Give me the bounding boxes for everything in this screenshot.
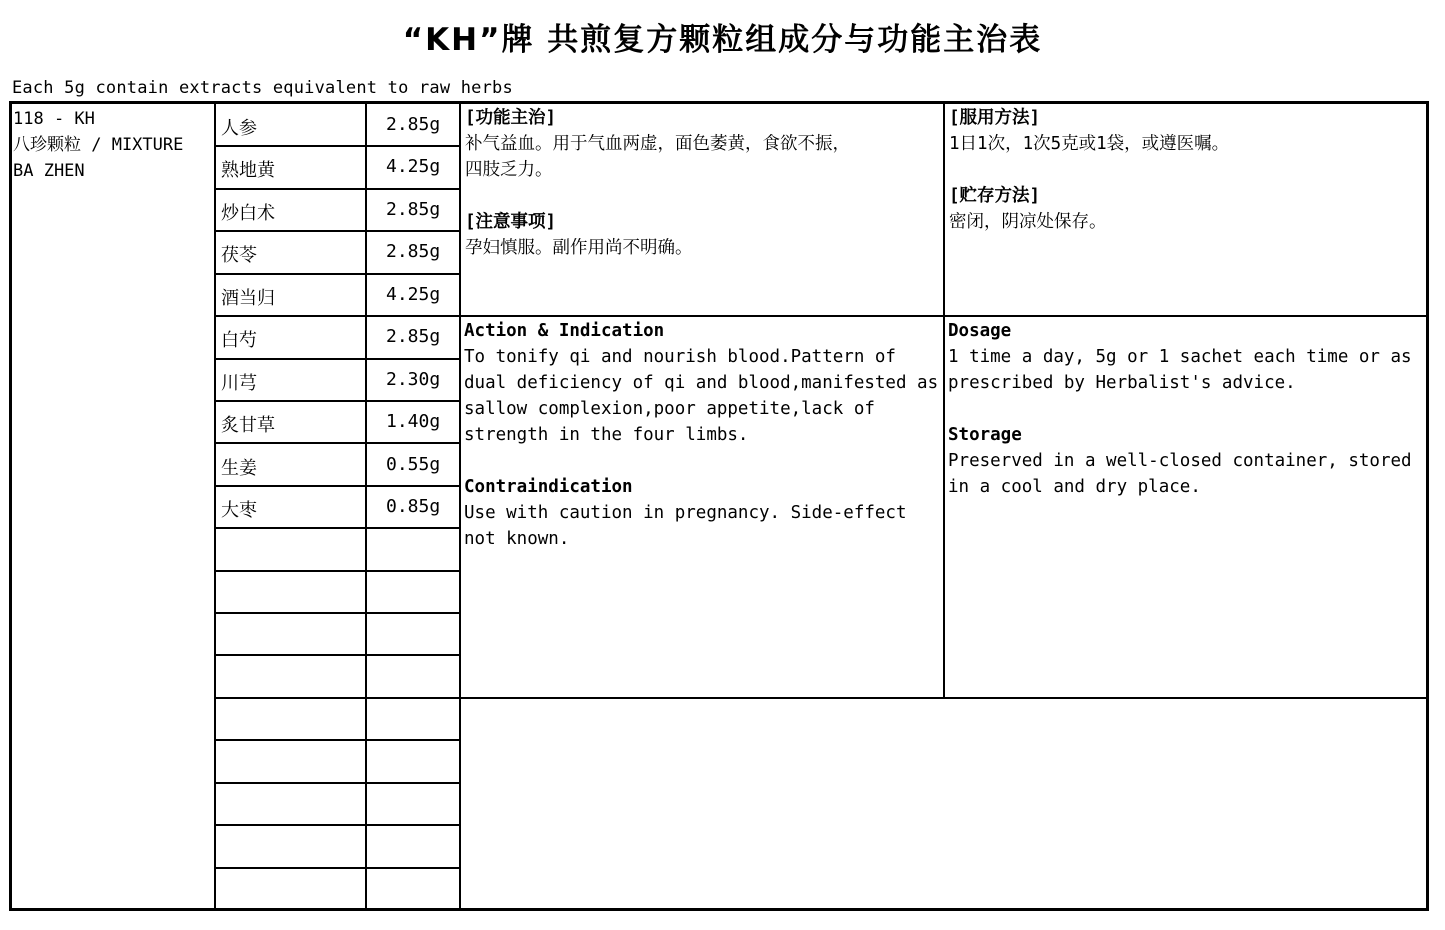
ingredient-name: 人参 [221, 118, 257, 139]
dosage-text-cn: 1日1次，1次5克或1袋，或遵医嘱。 [949, 134, 1230, 154]
ingredient-row-divider [214, 315, 461, 317]
ingredient-name: 炒白术 [221, 203, 275, 224]
divider [459, 315, 1429, 317]
ingredient-row-divider [214, 867, 461, 869]
ingredient-amount: 4.25g [386, 284, 441, 305]
chinese-function-panel [465, 105, 937, 261]
storage-heading-en: Storage [948, 425, 1022, 445]
function-text: 补气益血。用于气血两虚，面色萎黄，食欲不振， 四肢乏力。 [465, 134, 850, 180]
ingredient-amount: 2.85g [386, 241, 441, 262]
storage-text-cn: 密闭，阴凉处保存。 [949, 212, 1107, 232]
storage-heading-cn: [贮存方法] [949, 186, 1041, 206]
divider [459, 697, 1429, 699]
product-info [13, 106, 183, 184]
ingredient-row-divider [214, 230, 461, 232]
ingredient-name: 川芎 [221, 373, 257, 394]
function-heading: [功能主治] [465, 108, 557, 128]
caution-heading: [注意事项] [465, 212, 557, 232]
action-heading: Action & Indication [464, 321, 665, 341]
ingredient-name: 茯苓 [221, 245, 257, 266]
ingredient-amount: 1.40g [386, 411, 441, 432]
divider [214, 101, 216, 911]
ingredient-amount: 0.85g [386, 496, 441, 517]
product-code: 118 - KH [13, 109, 95, 129]
ingredient-row-divider [214, 358, 461, 360]
ingredient-name: 大枣 [221, 500, 257, 521]
ingredient-amount: 2.85g [386, 326, 441, 347]
ingredient-row-divider [214, 739, 461, 741]
ingredient-amount: 2.30g [386, 369, 441, 390]
product-name: 八珍颗粒 / MIXTURE [13, 135, 184, 155]
ingredient-row-divider [214, 570, 461, 572]
ingredient-row-divider [214, 697, 461, 699]
dosage-heading-cn: [服用方法] [949, 108, 1041, 128]
dosage-heading-en: Dosage [948, 321, 1012, 341]
ingredient-row-divider [214, 400, 461, 402]
ingredient-row-divider [214, 612, 461, 614]
ingredient-row-divider [214, 824, 461, 826]
dosage-text-en: 1 time a day, 5g or 1 sachet each time or as prescribed by Herbalist's advice. [948, 347, 1412, 393]
contraindication-text: Use with caution in pregnancy. Side-effect not known. [464, 503, 907, 549]
english-action-panel [464, 318, 942, 552]
ingredient-row-divider [214, 145, 461, 147]
page-title: “KH”牌 共煎复方颗粒组成分与功能主治表 [402, 22, 1043, 58]
ingredient-amount: 2.85g [386, 114, 441, 135]
product-pinyin: BA ZHEN [13, 161, 85, 181]
caution-text: 孕妇慎服。副作用尚不明确。 [465, 238, 693, 258]
ingredient-row-divider [214, 654, 461, 656]
ingredient-name: 酒当归 [221, 288, 275, 309]
divider [459, 101, 461, 911]
ingredient-amount: 4.25g [386, 156, 441, 177]
contraindication-heading: Contraindication [464, 477, 633, 497]
english-dosage-panel [948, 318, 1424, 500]
ingredient-name: 白芍 [221, 330, 257, 351]
ingredient-row-divider [214, 485, 461, 487]
action-text: To tonify qi and nourish blood.Pattern of dual deficiency of qi and blood,manifested as sallow complexion,poor appetite,lack of strength in the four limbs. [464, 347, 939, 445]
ingredient-name: 熟地黄 [221, 160, 275, 181]
ingredient-row-divider [214, 273, 461, 275]
divider [943, 101, 945, 699]
ingredient-amount: 0.55g [386, 454, 441, 475]
ingredient-amount: 2.85g [386, 199, 441, 220]
divider [365, 101, 367, 911]
ingredient-row-divider [214, 188, 461, 190]
subtitle: Each 5g contain extracts equivalent to raw herbs [12, 78, 513, 98]
ingredient-row-divider [214, 782, 461, 784]
ingredient-name: 生姜 [221, 458, 257, 479]
ingredient-row-divider [214, 527, 461, 529]
chinese-dosage-panel [949, 105, 1421, 235]
ingredient-name: 炙甘草 [221, 415, 275, 436]
ingredient-row-divider [214, 442, 461, 444]
storage-text-en: Preserved in a well-closed container, stored in a cool and dry place. [948, 451, 1412, 497]
